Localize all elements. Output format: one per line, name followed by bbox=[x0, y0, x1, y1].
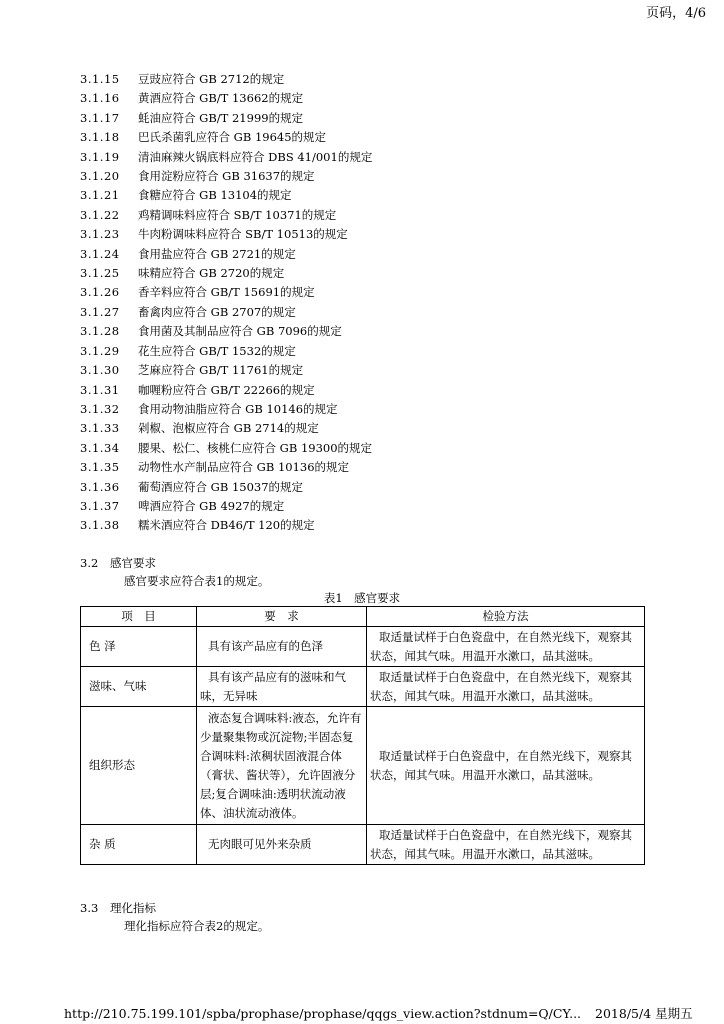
clause-item bbox=[80, 458, 372, 477]
row-method: 取适量试样于白色瓷盘中，在自然光线下，观察其状态，闻其气味。用温开水漱口，品其滋味。 bbox=[367, 825, 645, 865]
clause-number: 3.1.22 bbox=[80, 207, 120, 222]
clause-number: 3.1.16 bbox=[80, 91, 120, 106]
clause-text: 清油麻辣火锅底料应符合 DBS 41/001的规定 bbox=[138, 149, 373, 164]
table-row bbox=[81, 667, 645, 707]
clause-item bbox=[80, 303, 372, 322]
footer-date: 2018/5/4 星期五 bbox=[595, 1006, 693, 1021]
clause-item bbox=[80, 400, 372, 419]
clause-item bbox=[80, 245, 372, 264]
row-requirement: 具有该产品应有的滋味和气味，无异味 bbox=[197, 667, 367, 707]
clause-text: 动物性水产制品应符合 GB 10136的规定 bbox=[138, 460, 350, 475]
clause-item bbox=[80, 322, 372, 341]
clause-number: 3.1.34 bbox=[80, 440, 120, 455]
clause-number: 3.1.18 bbox=[80, 130, 120, 145]
clause-text: 蚝油应符合 GB/T 21999的规定 bbox=[138, 110, 304, 125]
clause-text: 腰果、松仁、核桃仁应符合 GB 19300的规定 bbox=[138, 440, 373, 455]
clause-item bbox=[80, 128, 372, 147]
row-requirement: 液态复合调味料:液态，允许有少量聚集物或沉淀物;半固态复合调味料:浓稠状固液混合体（膏状、酱状等），允许固液分层;复合调味油:透明状流动液体、油状流动液体。 bbox=[197, 707, 367, 825]
clause-number: 3.1.37 bbox=[80, 498, 120, 513]
clause-number: 3.1.20 bbox=[80, 169, 120, 184]
clause-item bbox=[80, 516, 372, 535]
section-number: 3.3 bbox=[80, 901, 99, 915]
clause-item bbox=[80, 89, 372, 108]
clause-text: 黄酒应符合 GB/T 13662的规定 bbox=[138, 91, 304, 106]
row-item: 色 泽 bbox=[81, 627, 197, 667]
clause-item bbox=[80, 206, 372, 225]
clause-text: 芝麻应符合 GB/T 11761的规定 bbox=[138, 363, 304, 378]
clause-item bbox=[80, 361, 372, 380]
clause-list bbox=[80, 70, 372, 536]
clause-text: 糯米酒应符合 DB46/T 120的规定 bbox=[138, 518, 315, 533]
clause-number: 3.1.29 bbox=[80, 343, 120, 358]
clause-text: 味精应符合 GB 2720的规定 bbox=[138, 266, 285, 281]
clause-number: 3.1.28 bbox=[80, 324, 120, 339]
clause-item bbox=[80, 439, 372, 458]
clause-text: 鸡精调味料应符合 SB/T 10371的规定 bbox=[138, 207, 337, 222]
clause-text: 牛肉粉调味料应符合 SB/T 10513的规定 bbox=[138, 227, 348, 242]
section-title: 感官要求 bbox=[110, 556, 156, 570]
section-heading bbox=[80, 555, 156, 571]
clause-item bbox=[80, 109, 372, 128]
clause-text: 畜禽肉应符合 GB 2707的规定 bbox=[138, 304, 296, 319]
clause-text: 葡萄酒应符合 GB 15037的规定 bbox=[138, 479, 304, 494]
clause-text: 剁椒、泡椒应符合 GB 2714的规定 bbox=[138, 421, 319, 436]
clause-text: 巴氏杀菌乳应符合 GB 19645的规定 bbox=[138, 130, 327, 145]
clause-item bbox=[80, 419, 372, 438]
clause-item bbox=[80, 381, 372, 400]
clause-text: 花生应符合 GB/T 1532的规定 bbox=[138, 343, 296, 358]
clause-number: 3.1.17 bbox=[80, 110, 120, 125]
row-method: 取适量试样于白色瓷盘中，在自然光线下，观察其状态，闻其气味。用温开水漱口，品其滋味。 bbox=[367, 667, 645, 707]
footer-url: http://210.75.199.101/spba/prophase/prophase/qqgs_view.action?stdnum=Q/CY... bbox=[64, 1006, 582, 1021]
print-footer bbox=[64, 1004, 693, 1022]
clause-item bbox=[80, 342, 372, 361]
section-paragraph: 理化指标应符合表2的规定。 bbox=[124, 919, 270, 933]
row-item: 组织形态 bbox=[81, 707, 197, 825]
clause-item bbox=[80, 497, 372, 516]
header-item: 项 目 bbox=[81, 607, 197, 627]
clause-number: 3.1.38 bbox=[80, 518, 120, 533]
clause-number: 3.1.33 bbox=[80, 421, 120, 436]
clause-number: 3.1.30 bbox=[80, 363, 120, 378]
clause-text: 食用动物油脂应符合 GB 10146的规定 bbox=[138, 401, 338, 416]
row-requirement: 无肉眼可见外来杂质 bbox=[197, 825, 367, 865]
row-item: 滋味、气味 bbox=[81, 667, 197, 707]
table-row bbox=[81, 825, 645, 865]
row-requirement: 具有该产品应有的色泽 bbox=[197, 627, 367, 667]
section-number: 3.2 bbox=[80, 556, 99, 570]
table-row bbox=[81, 627, 645, 667]
clause-number: 3.1.35 bbox=[80, 460, 120, 475]
clause-text: 食糖应符合 GB 13104的规定 bbox=[138, 188, 292, 203]
sensory-requirements-table bbox=[80, 606, 645, 865]
clause-number: 3.1.25 bbox=[80, 266, 120, 281]
clause-item bbox=[80, 167, 372, 186]
section-title: 理化指标 bbox=[110, 901, 156, 915]
section-heading bbox=[80, 900, 156, 916]
clause-text: 食用盐应符合 GB 2721的规定 bbox=[138, 246, 296, 261]
clause-number: 3.1.26 bbox=[80, 285, 120, 300]
clause-text: 食用淀粉应符合 GB 31637的规定 bbox=[138, 169, 315, 184]
clause-text: 啤酒应符合 GB 4927的规定 bbox=[138, 498, 285, 513]
clause-number: 3.1.27 bbox=[80, 304, 120, 319]
page-number: 页码，4/6 bbox=[646, 6, 706, 21]
clause-text: 食用菌及其制品应符合 GB 7096的规定 bbox=[138, 324, 342, 339]
header-requirement: 要 求 bbox=[197, 607, 367, 627]
clause-text: 香辛料应符合 GB/T 15691的规定 bbox=[138, 285, 315, 300]
clause-number: 3.1.15 bbox=[80, 72, 120, 86]
row-method: 取适量试样于白色瓷盘中，在自然光线下，观察其状态，闻其气味。用温开水漱口，品其滋味。 bbox=[367, 627, 645, 667]
clause-text: 咖喱粉应符合 GB/T 22266的规定 bbox=[138, 382, 315, 397]
table-row bbox=[81, 707, 645, 825]
row-method: 取适量试样于白色瓷盘中，在自然光线下，观察其状态，闻其气味。用温开水漱口，品其滋味。 bbox=[367, 707, 645, 825]
clause-text: 豆豉应符合 GB 2712的规定 bbox=[138, 72, 285, 86]
clause-item bbox=[80, 264, 372, 283]
table-caption: 表1 感官要求 bbox=[323, 591, 401, 605]
row-item: 杂 质 bbox=[81, 825, 197, 865]
clause-number: 3.1.21 bbox=[80, 188, 120, 203]
clause-item bbox=[80, 186, 372, 205]
header-method: 检验方法 bbox=[367, 607, 645, 627]
clause-item bbox=[80, 478, 372, 497]
clause-number: 3.1.24 bbox=[80, 246, 120, 261]
clause-number: 3.1.31 bbox=[80, 382, 120, 397]
clause-number: 3.1.36 bbox=[80, 479, 120, 494]
clause-item bbox=[80, 148, 372, 167]
clause-number: 3.1.23 bbox=[80, 227, 120, 242]
clause-item bbox=[80, 70, 372, 89]
clause-number: 3.1.32 bbox=[80, 401, 120, 416]
clause-item bbox=[80, 225, 372, 244]
table-header-row bbox=[81, 607, 645, 627]
clause-item bbox=[80, 283, 372, 302]
section-paragraph: 感官要求应符合表1的规定。 bbox=[124, 574, 270, 588]
clause-number: 3.1.19 bbox=[80, 149, 120, 164]
